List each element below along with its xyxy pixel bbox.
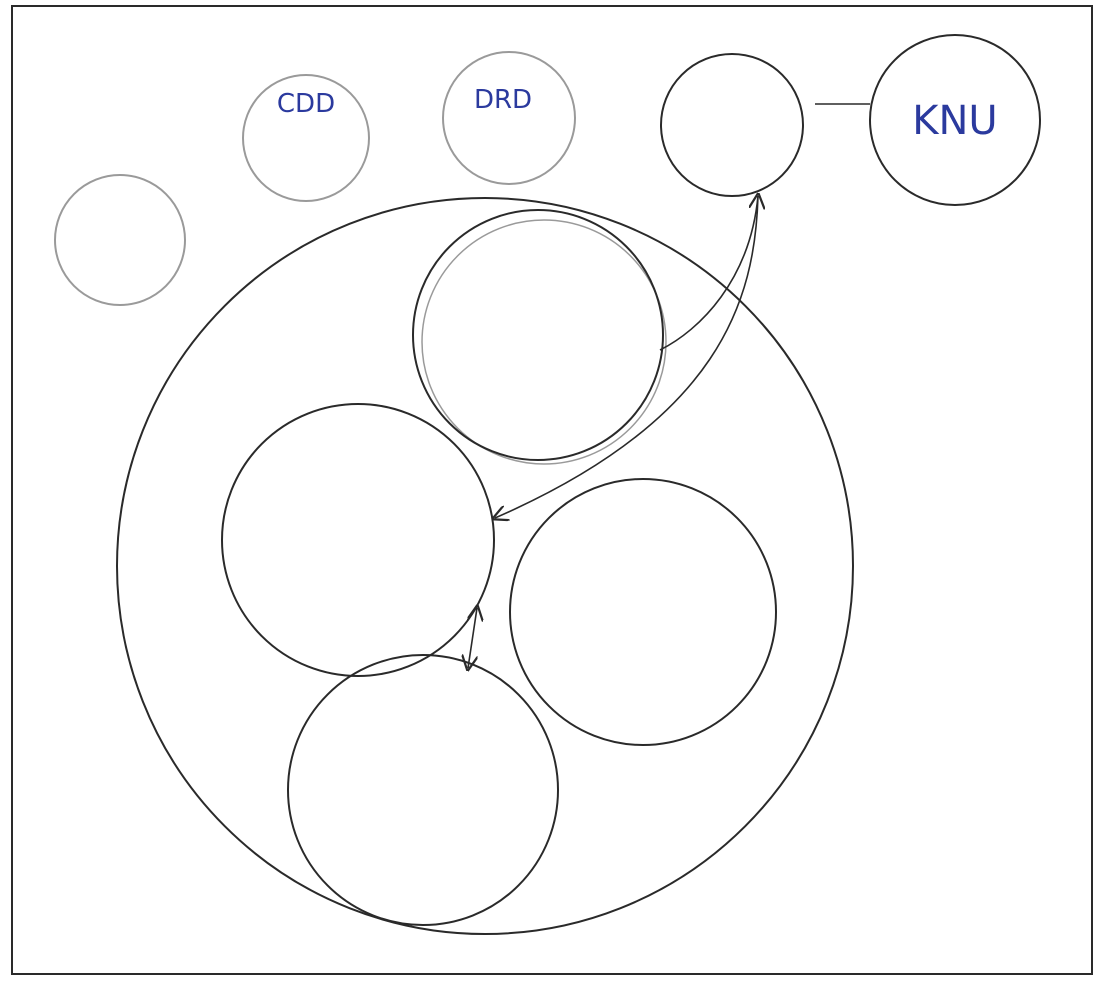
bottom-circle: [288, 655, 558, 925]
middle-left-circle: [222, 404, 494, 676]
right-circle: [510, 479, 776, 745]
arrow-gov-to-middle-left: [495, 196, 758, 518]
top-inner-circle-shadow: [422, 220, 666, 464]
cdd-title: CDD: [276, 89, 336, 119]
outer-circle: [117, 198, 853, 934]
left-org-circle: [55, 175, 185, 305]
gov-circle: [661, 54, 803, 196]
drd-title: DRD: [473, 85, 533, 115]
top-inner-circle: [413, 210, 663, 460]
drd-circle: [443, 52, 575, 184]
knu-label: KNU: [912, 98, 998, 144]
